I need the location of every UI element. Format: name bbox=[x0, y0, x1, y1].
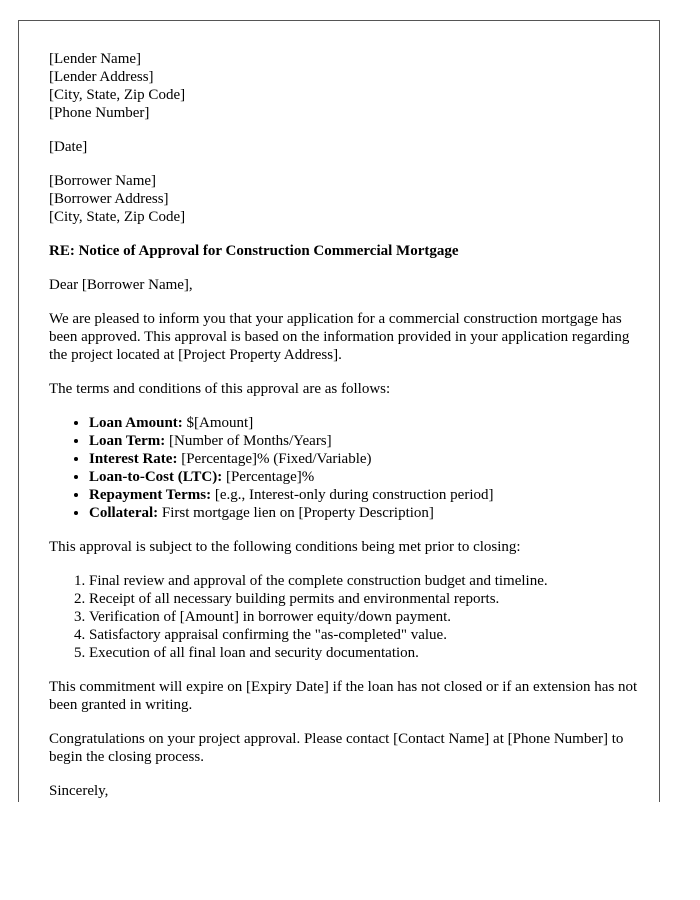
lender-address-block bbox=[49, 50, 639, 122]
term-item-interest-rate bbox=[89, 450, 639, 468]
term-label: Loan Term: bbox=[89, 433, 166, 449]
sign-off: Sincerely, bbox=[49, 783, 109, 799]
term-label: Collateral: bbox=[89, 505, 159, 521]
closing-paragraph: Congratulations on your project approval. Please contact [Contact Name] at [Phone Number] to begin the closing process. bbox=[49, 731, 624, 765]
term-item-repayment-terms bbox=[89, 486, 639, 504]
term-item-loan-amount bbox=[89, 414, 639, 432]
term-value: $[Amount] bbox=[182, 415, 254, 431]
terms-intro: The terms and conditions of this approval are as follows: bbox=[49, 381, 391, 397]
borrower-address: [Borrower Address] bbox=[49, 191, 169, 207]
conditions-intro: This approval is subject to the following conditions being met prior to closing: bbox=[49, 539, 521, 555]
borrower-name: [Borrower Name] bbox=[49, 173, 157, 189]
salutation: Dear [Borrower Name], bbox=[49, 277, 193, 293]
condition-item: 4. Satisfactory appraisal confirming the "as-completed" value. bbox=[89, 626, 639, 644]
intro-paragraph: We are pleased to inform you that your application for a commercial construction mortgage has been approved. This approval is based on the information provided in your application regarding the project located at [Project Property Address]. bbox=[49, 311, 630, 363]
letter-page bbox=[18, 20, 660, 802]
lender-phone: [Phone Number] bbox=[49, 105, 150, 121]
term-item-loan-term bbox=[89, 432, 639, 450]
letter-date: [Date] bbox=[49, 139, 88, 155]
condition-item: 1. Final review and approval of the complete construction budget and timeline. bbox=[89, 572, 639, 590]
term-value: [Percentage]% bbox=[222, 469, 315, 485]
term-value: First mortgage lien on [Property Description] bbox=[158, 505, 434, 521]
letter-body bbox=[49, 50, 639, 802]
term-label: Loan-to-Cost (LTC): bbox=[89, 469, 223, 485]
condition-item: 5. Execution of all final loan and security documentation. bbox=[89, 644, 639, 662]
borrower-city-state-zip: [City, State, Zip Code] bbox=[49, 209, 186, 225]
term-label: Repayment Terms: bbox=[89, 487, 212, 503]
term-item-collateral bbox=[89, 504, 639, 522]
condition-item: 3. Verification of [Amount] in borrower equity/down payment. bbox=[89, 608, 639, 626]
lender-city-state-zip: [City, State, Zip Code] bbox=[49, 87, 186, 103]
term-item-loan-to-cost bbox=[89, 468, 639, 486]
lender-address: [Lender Address] bbox=[49, 69, 154, 85]
borrower-address-block bbox=[49, 172, 639, 226]
term-label: Loan Amount: bbox=[89, 415, 183, 431]
terms-list bbox=[49, 414, 639, 522]
term-value: [e.g., Interest-only during construction period] bbox=[211, 487, 494, 503]
expiry-paragraph: This commitment will expire on [Expiry Date] if the loan has not closed or if an extension has not been granted in writing. bbox=[49, 679, 638, 713]
term-label: Interest Rate: bbox=[89, 451, 178, 467]
term-value: [Percentage]% (Fixed/Variable) bbox=[177, 451, 372, 467]
condition-item: 2. Receipt of all necessary building permits and environmental reports. bbox=[89, 590, 639, 608]
subject-line: RE: Notice of Approval for Construction Commercial Mortgage bbox=[49, 243, 459, 259]
conditions-list bbox=[49, 572, 639, 662]
term-value: [Number of Months/Years] bbox=[165, 433, 332, 449]
lender-name: [Lender Name] bbox=[49, 51, 142, 67]
